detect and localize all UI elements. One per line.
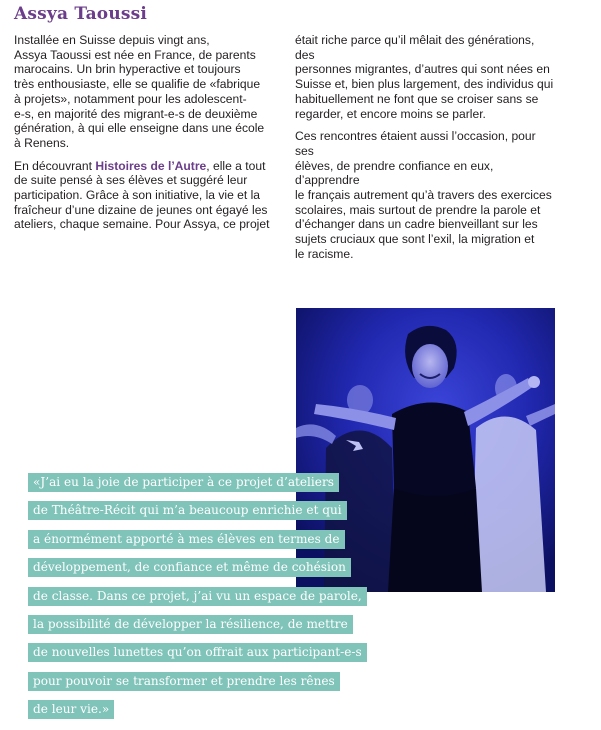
quote-line: de Théâtre-Récit qui m’a beaucoup enrichie et qui [28, 501, 347, 520]
quote-line: de classe. Dans ce projet, j’ai vu un espace de parole, [28, 587, 367, 606]
quote-line: de leur vie.» [28, 700, 114, 719]
quote-line: a énormément apporté à mes élèves en termes de [28, 530, 345, 549]
quote-line: de nouvelles lunettes qu’on offrait aux participant-e-s [28, 643, 367, 662]
project-name-highlight: Histoires de l’Autre [95, 158, 207, 173]
quote-line: développement, de confiance et même de cohésion [28, 558, 351, 577]
paragraph-discovery: En découvrant Histoires de l’Autre, elle a tout de suite pensé à ses élèves et suggéré leur participation. Grâce à son initiative, la vie et la fraîcheur d’une dizaine de jeunes ont égayé les ateliers, chaque semaine. Pour Assya, ce projet [14, 158, 270, 232]
testimonial-quote [28, 470, 367, 726]
quote-line: «J’ai eu la joie de participer à ce projet d’ateliers [28, 473, 339, 492]
quote-line: la possibilité de développer la résilience, de mettre [28, 615, 353, 634]
paragraph-richness: était riche parce qu’il mêlait des générations, des personnes migrantes, d’autres qui sont nées en Suisse et, bien plus largement, des individus qui habituellement ne font que se croiser sans se regarder, et encore moins se parler. [295, 33, 554, 121]
paragraph-intro: Installée en Suisse depuis vingt ans, Assya Taoussi est née en France, de parents marocains. Un brin hyperactive et toujours très enthousiaste, elle se qualifie de «fabrique à projets», notamment pour les adolescent- e-s, en majorité des migrant-e-s de deuxième génération, à qui elle enseigne dans une école à Renens. [14, 33, 265, 150]
paragraph-encounters: Ces rencontres étaient aussi l’occasion, pour ses élèves, de prendre confiance en eux, d’apprendre le français autrement qu’à travers des exercices scolaires, mais surtout de prendre la parole et d’échanger dans un cadre bienveillant sur les sujets cruciaux que sont l’exil, la migration et le racisme. [295, 129, 552, 261]
text-column-left [14, 33, 276, 240]
quote-line: pour pouvoir se transformer et prendre les rênes [28, 672, 340, 691]
text-column-right [295, 33, 557, 270]
article-title: Assya Taoussi [14, 4, 148, 24]
